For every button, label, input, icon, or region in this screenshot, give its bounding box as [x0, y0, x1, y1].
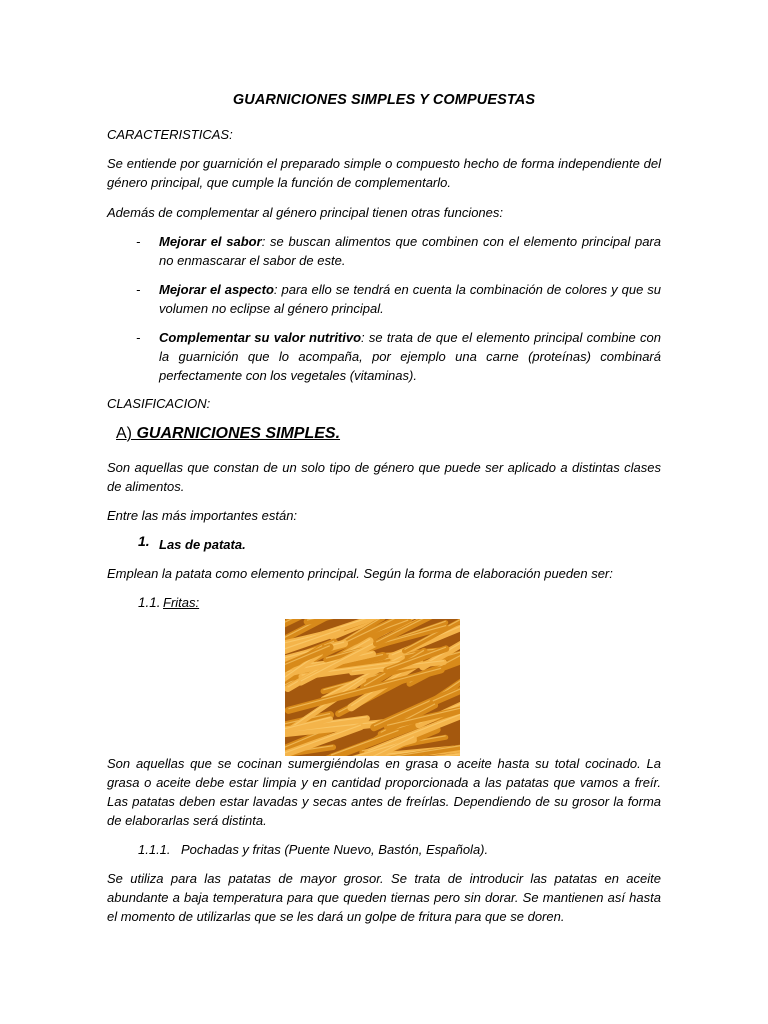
- subsection-number: 1.1.1.: [138, 842, 171, 857]
- page-title: GUARNICIONES SIMPLES Y COMPUESTAS: [232, 92, 536, 108]
- bullet-text: : para ello se tendrá en cuenta la combinación de colores y que su volumen no eclipse al género principal.: [159, 282, 662, 316]
- bullet-dash: -: [136, 330, 141, 345]
- bullet-dash: -: [136, 282, 141, 297]
- bullet-item-aspecto: [159, 280, 661, 318]
- clasificacion-label: CLASIFICACION:: [107, 396, 211, 411]
- caracteristicas-label: CARACTERISTICAS:: [107, 127, 233, 142]
- french-fries-image: [285, 619, 460, 756]
- subsection-title-pochadas: Pochadas y fritas (Puente Nuevo, Bastón, Española).: [181, 842, 489, 857]
- simples-paragraph: Son aquellas que constan de un solo tipo de género que puede ser aplicado a distintas clases de alimentos.: [107, 460, 661, 494]
- item-title-patata: Las de patata.: [159, 537, 246, 552]
- bullet-dash: -: [136, 234, 141, 249]
- subsection-number: 1.1.: [138, 595, 161, 610]
- section-heading-a: [116, 425, 340, 443]
- french-fries-image-svg: [285, 619, 460, 756]
- patata-paragraph: Emplean la patata como elemento principal. Según la forma de elaboración pueden ser:: [107, 566, 613, 581]
- bullet-text: : se trata de que el elemento principal combine con la guarnición que lo acompaña, por ejemplo una carne (proteínas) combinará perfectamente con los vegetales (vitaminas).: [159, 330, 662, 383]
- bullet-item-sabor: [159, 232, 661, 270]
- item-number: 1.: [138, 533, 150, 549]
- section-title: GUARNICIONES SIMPLES.: [132, 425, 341, 442]
- bullet-item-nutritivo: [159, 328, 661, 385]
- subsection-title-fritas: Fritas:: [163, 595, 200, 610]
- bullet-term: Mejorar el aspecto: [159, 282, 274, 297]
- pochadas-paragraph: Se utiliza para las patatas de mayor grosor. Se trata de introducir las patatas en aceite abundante a baja temperatura para que queden tiernas pero sin dorar. Se mantienen así hasta el momento de utilizarlas que se les dará un golpe de fritura para que se doren.: [107, 871, 661, 924]
- bullet-text: : se buscan alimentos que combinen con el elemento principal para no enmascarar el sabor de este.: [159, 234, 661, 268]
- section-paren: ): [126, 425, 132, 442]
- bullet-term: Complementar su valor nutritivo: [159, 330, 362, 345]
- functions-intro: Además de complementar al género principal tienen otras funciones:: [107, 205, 504, 220]
- section-letter: A: [116, 425, 127, 442]
- importantes-line: Entre las más importantes están:: [107, 508, 298, 523]
- bullet-term: Mejorar el sabor: [159, 234, 262, 249]
- fritas-paragraph: Son aquellas que se cocinan sumergiéndolas en grasa o aceite hasta su total cocinado. La grasa o aceite debe estar limpia y en cantidad proporcionada a las patatas que vamos a freír. Las patatas deben estar lavadas y secas antes de freírlas. Dependiendo de su grosor la forma de elaborarlas será distinta.: [107, 756, 661, 828]
- intro-paragraph: Se entiende por guarnición el preparado simple o compuesto hecho de forma independiente del género principal, que cumple la función de complementarlo.: [107, 156, 661, 190]
